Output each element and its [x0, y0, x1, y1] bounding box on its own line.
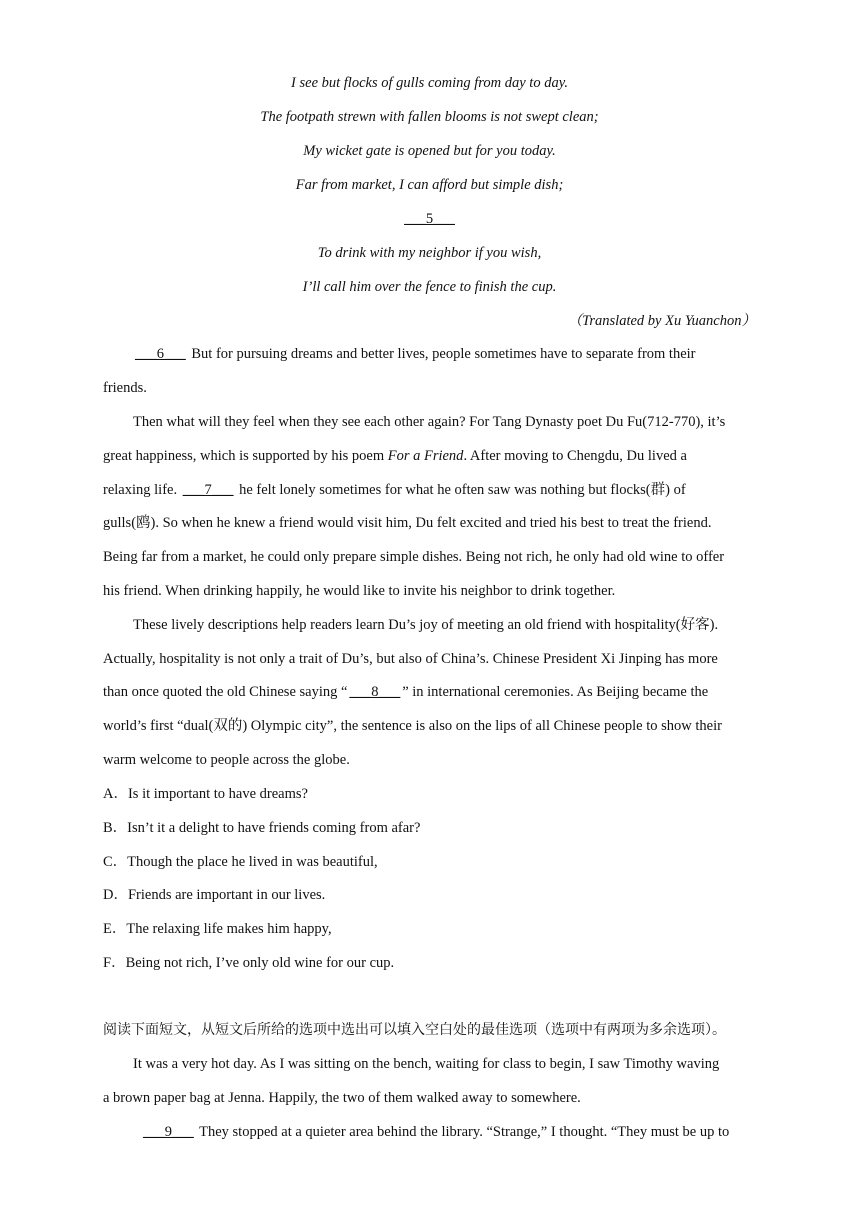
paragraph-line: warm welcome to people across the globe. — [103, 752, 350, 768]
poem-line: Far from market, I can afford but simple dish; — [295, 177, 564, 193]
translator-credit: （Translated by Xu Yuanchon） — [567, 313, 756, 329]
paragraph-line: world’s first “dual(双的) Olympic city”, the sentence is also on the lips of all Chinese people to show their — [103, 718, 722, 734]
option-item: F．Being not rich, I’ve only old wine for our cup. — [103, 955, 395, 971]
poem-title: For a Friend — [387, 448, 464, 464]
blank-5: ___5___ — [404, 211, 455, 227]
poem-line: I’ll call him over the fence to finish the cup. — [302, 279, 557, 295]
paragraph-line: great happiness, which is supported by his poem For a Friend. After moving to Chengdu, Du lived a — [103, 448, 687, 464]
poem-line: I see but flocks of gulls coming from day to day. — [291, 75, 568, 91]
option-item: A．Is it important to have dreams? — [103, 786, 308, 802]
paragraph-line: a brown paper bag at Jenna. Happily, the two of them walked away to somewhere. — [103, 1090, 581, 1106]
blank-9: ___9___ — [143, 1124, 194, 1140]
paragraph-line: These lively descriptions help readers learn Du’s joy of meeting an old friend with hospitality(好客). — [133, 617, 719, 633]
section-instruction: 阅读下面短文，从短文后所给的选项中选出可以填入空白处的最佳选项（选项中有两项为多余选项）。 — [103, 1022, 726, 1038]
paragraph-line: gulls(鸥). So when he knew a friend would visit him, Du felt excited and tried his best to treat the friend. — [103, 515, 712, 531]
option-item: B．Isn’t it a delight to have friends coming from afar? — [103, 820, 421, 836]
option-item: E．The relaxing life makes him happy, — [103, 921, 332, 937]
option-item: C．Though the place he lived in was beautiful, — [103, 854, 378, 870]
blank-6: ___6___ — [135, 346, 186, 362]
paragraph-line: Being far from a market, he could only prepare simple dishes. Being not rich, he only had old wine to offer — [103, 549, 725, 565]
paragraph-line: Then what will they feel when they see each other again? For Tang Dynasty poet Du Fu(712-770), it’s — [133, 414, 726, 430]
blank-7: ___7___ — [182, 482, 234, 498]
option-item: D．Friends are important in our lives. — [103, 887, 326, 903]
paragraph-line: It was a very hot day. As I was sitting on the bench, waiting for class to begin, I saw Timothy waving — [133, 1056, 720, 1072]
paragraph-line: Actually, hospitality is not only a trait of Du’s, but also of China’s. Chinese President Xi Jinping has more — [103, 651, 718, 667]
paragraph-line: his friend. When drinking happily, he would like to invite his neighbor to drink together. — [103, 583, 616, 599]
paragraph-line: ___6___ But for pursuing dreams and better lives, people sometimes have to separate from their — [135, 346, 696, 362]
paragraph-line: friends. — [103, 380, 147, 396]
paragraph-line: relaxing life. ___7___ he felt lonely sometimes for what he often saw was nothing but flocks(群) of — [103, 482, 686, 498]
paragraph-line: than once quoted the old Chinese saying “ ___8___ ” in international ceremonies. As Beijing became the — [103, 684, 709, 700]
poem-line: The footpath strewn with fallen blooms is not swept clean; — [260, 109, 599, 125]
poem-line: My wicket gate is opened but for you today. — [303, 143, 556, 159]
blank-8: ___8___ — [349, 684, 401, 700]
paragraph-line: ___9___ They stopped at a quieter area behind the library. “Strange,” I thought. “They must be up to — [143, 1124, 730, 1140]
poem-line: To drink with my neighbor if you wish, — [317, 245, 542, 261]
